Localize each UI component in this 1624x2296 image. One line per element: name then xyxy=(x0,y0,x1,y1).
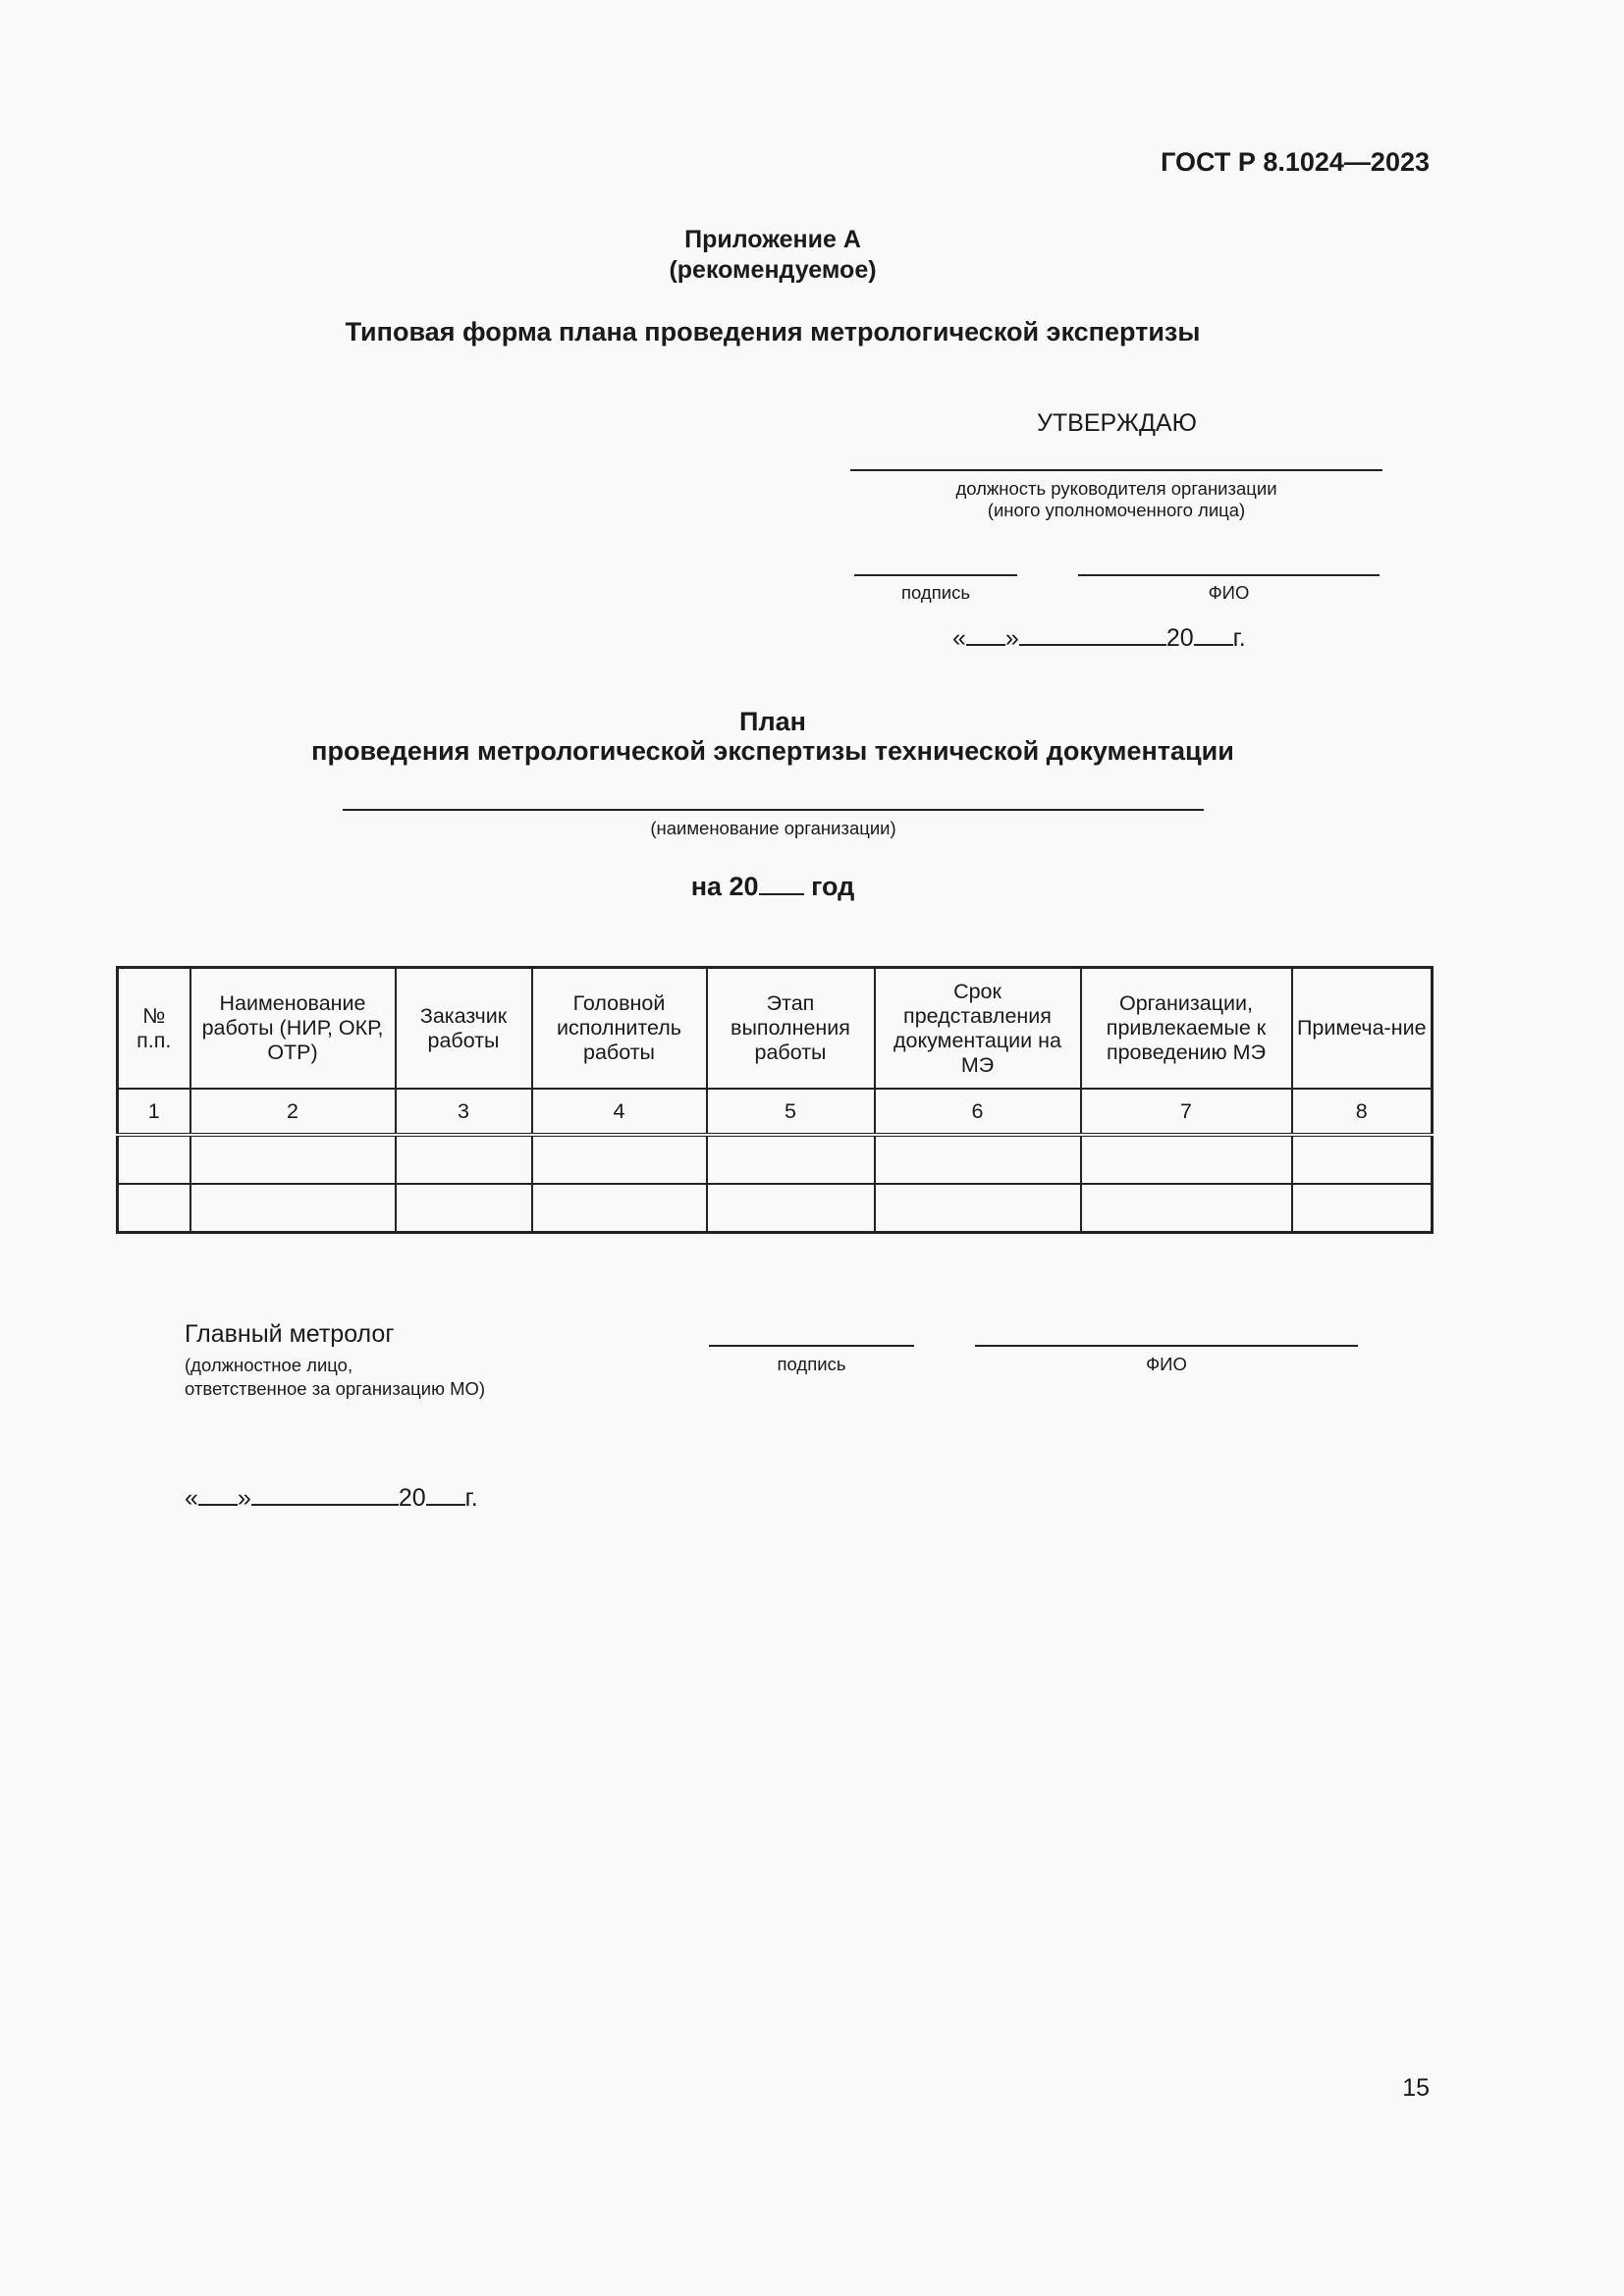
footer-date xyxy=(185,1482,478,1513)
table-cell xyxy=(1081,1135,1292,1184)
approval-signature-line xyxy=(854,574,1017,576)
column-header: Этап выполнения работы xyxy=(707,968,875,1090)
footer-signature-line xyxy=(709,1345,914,1347)
column-number: 4 xyxy=(532,1089,707,1135)
document-standard-code: ГОСТ Р 8.1024—2023 xyxy=(1161,147,1430,177)
approval-date-year: 20 xyxy=(1165,624,1194,652)
column-number: 3 xyxy=(396,1089,532,1135)
approval-year-blank xyxy=(1194,622,1233,646)
footer-month-blank xyxy=(251,1482,399,1506)
approval-heading: УТВЕРЖДАЮ xyxy=(1037,409,1197,437)
approval-date xyxy=(952,622,1246,653)
footer-signature-caption: подпись xyxy=(777,1354,846,1374)
plan-title: План xyxy=(739,707,806,736)
column-header: Головной исполнитель работы xyxy=(532,968,707,1090)
column-number: 8 xyxy=(1292,1089,1433,1135)
table-cell xyxy=(118,1184,190,1233)
table-cell xyxy=(396,1184,532,1233)
table-cell xyxy=(190,1135,396,1184)
column-header: Заказчик работы xyxy=(396,968,532,1090)
plan-subtitle: проведения метрологической экспертизы технической документации xyxy=(311,736,1234,766)
appendix-status: (рекомендуемое) xyxy=(669,256,877,284)
column-number: 7 xyxy=(1081,1089,1292,1135)
table-numbers-row xyxy=(118,1089,1433,1135)
approval-date-suffix: г. xyxy=(1232,624,1246,652)
footer-date-year: 20 xyxy=(398,1484,426,1512)
position-caption-1: должность руководителя организации xyxy=(955,478,1277,499)
column-header: Организации, привлекаемые к проведению МЭ xyxy=(1081,968,1292,1090)
footer-day-blank xyxy=(198,1482,238,1506)
column-header: Срок представления документации на МЭ xyxy=(875,968,1081,1090)
column-number: 2 xyxy=(190,1089,396,1135)
chief-metrologist-role: Главный метролог xyxy=(185,1320,395,1348)
approval-date-open: « xyxy=(952,624,966,652)
plan-year-blank xyxy=(759,870,804,895)
form-title: Типовая форма плана проведения метрологической экспертизы xyxy=(345,317,1201,347)
table-cell xyxy=(875,1135,1081,1184)
table-cell xyxy=(118,1135,190,1184)
organization-line xyxy=(343,809,1204,811)
table-cell xyxy=(1292,1184,1433,1233)
table-row xyxy=(118,1135,1433,1184)
position-line xyxy=(850,469,1382,471)
footer-date-suffix: г. xyxy=(464,1484,478,1512)
column-number: 6 xyxy=(875,1089,1081,1135)
approval-name-caption: ФИО xyxy=(1208,582,1250,603)
plan-table xyxy=(116,966,1434,1234)
position-caption-2: (иного уполномоченного лица) xyxy=(987,500,1246,520)
approval-day-blank xyxy=(966,622,1005,646)
table-cell xyxy=(532,1135,707,1184)
table-header-row xyxy=(118,968,1433,1090)
organization-caption: (наименование организации) xyxy=(650,818,896,838)
page-number: 15 xyxy=(1402,2074,1430,2102)
plan-year-suffix: год xyxy=(811,872,855,901)
footer-name-line xyxy=(975,1345,1358,1347)
approval-month-blank xyxy=(1019,622,1166,646)
plan-year-prefix: на 20 xyxy=(690,872,759,901)
approval-name-line xyxy=(1078,574,1380,576)
table-row xyxy=(118,1184,1433,1233)
table-cell xyxy=(707,1135,875,1184)
footer-date-open: « xyxy=(185,1484,198,1512)
table-cell xyxy=(396,1135,532,1184)
approval-date-close: » xyxy=(1004,624,1019,652)
plan-year xyxy=(0,870,1545,902)
table-cell xyxy=(190,1184,396,1233)
column-header: № п.п. xyxy=(118,968,190,1090)
role-note-2: ответственное за организацию МО) xyxy=(185,1378,486,1399)
table-cell xyxy=(875,1184,1081,1233)
column-header: Наименование работы (НИР, ОКР, ОТР) xyxy=(190,968,396,1090)
column-header: Примеча-ние xyxy=(1292,968,1433,1090)
approval-signature-caption: подпись xyxy=(901,582,970,603)
table-cell xyxy=(532,1184,707,1233)
role-note-1: (должностное лицо, xyxy=(185,1355,353,1375)
column-number: 5 xyxy=(707,1089,875,1135)
footer-year-blank xyxy=(426,1482,465,1506)
footer-date-close: » xyxy=(237,1484,251,1512)
footer-name-caption: ФИО xyxy=(1146,1354,1187,1374)
table-cell xyxy=(1081,1184,1292,1233)
column-number: 1 xyxy=(118,1089,190,1135)
table-cell xyxy=(707,1184,875,1233)
table-cell xyxy=(1292,1135,1433,1184)
appendix-title: Приложение А xyxy=(684,226,861,253)
